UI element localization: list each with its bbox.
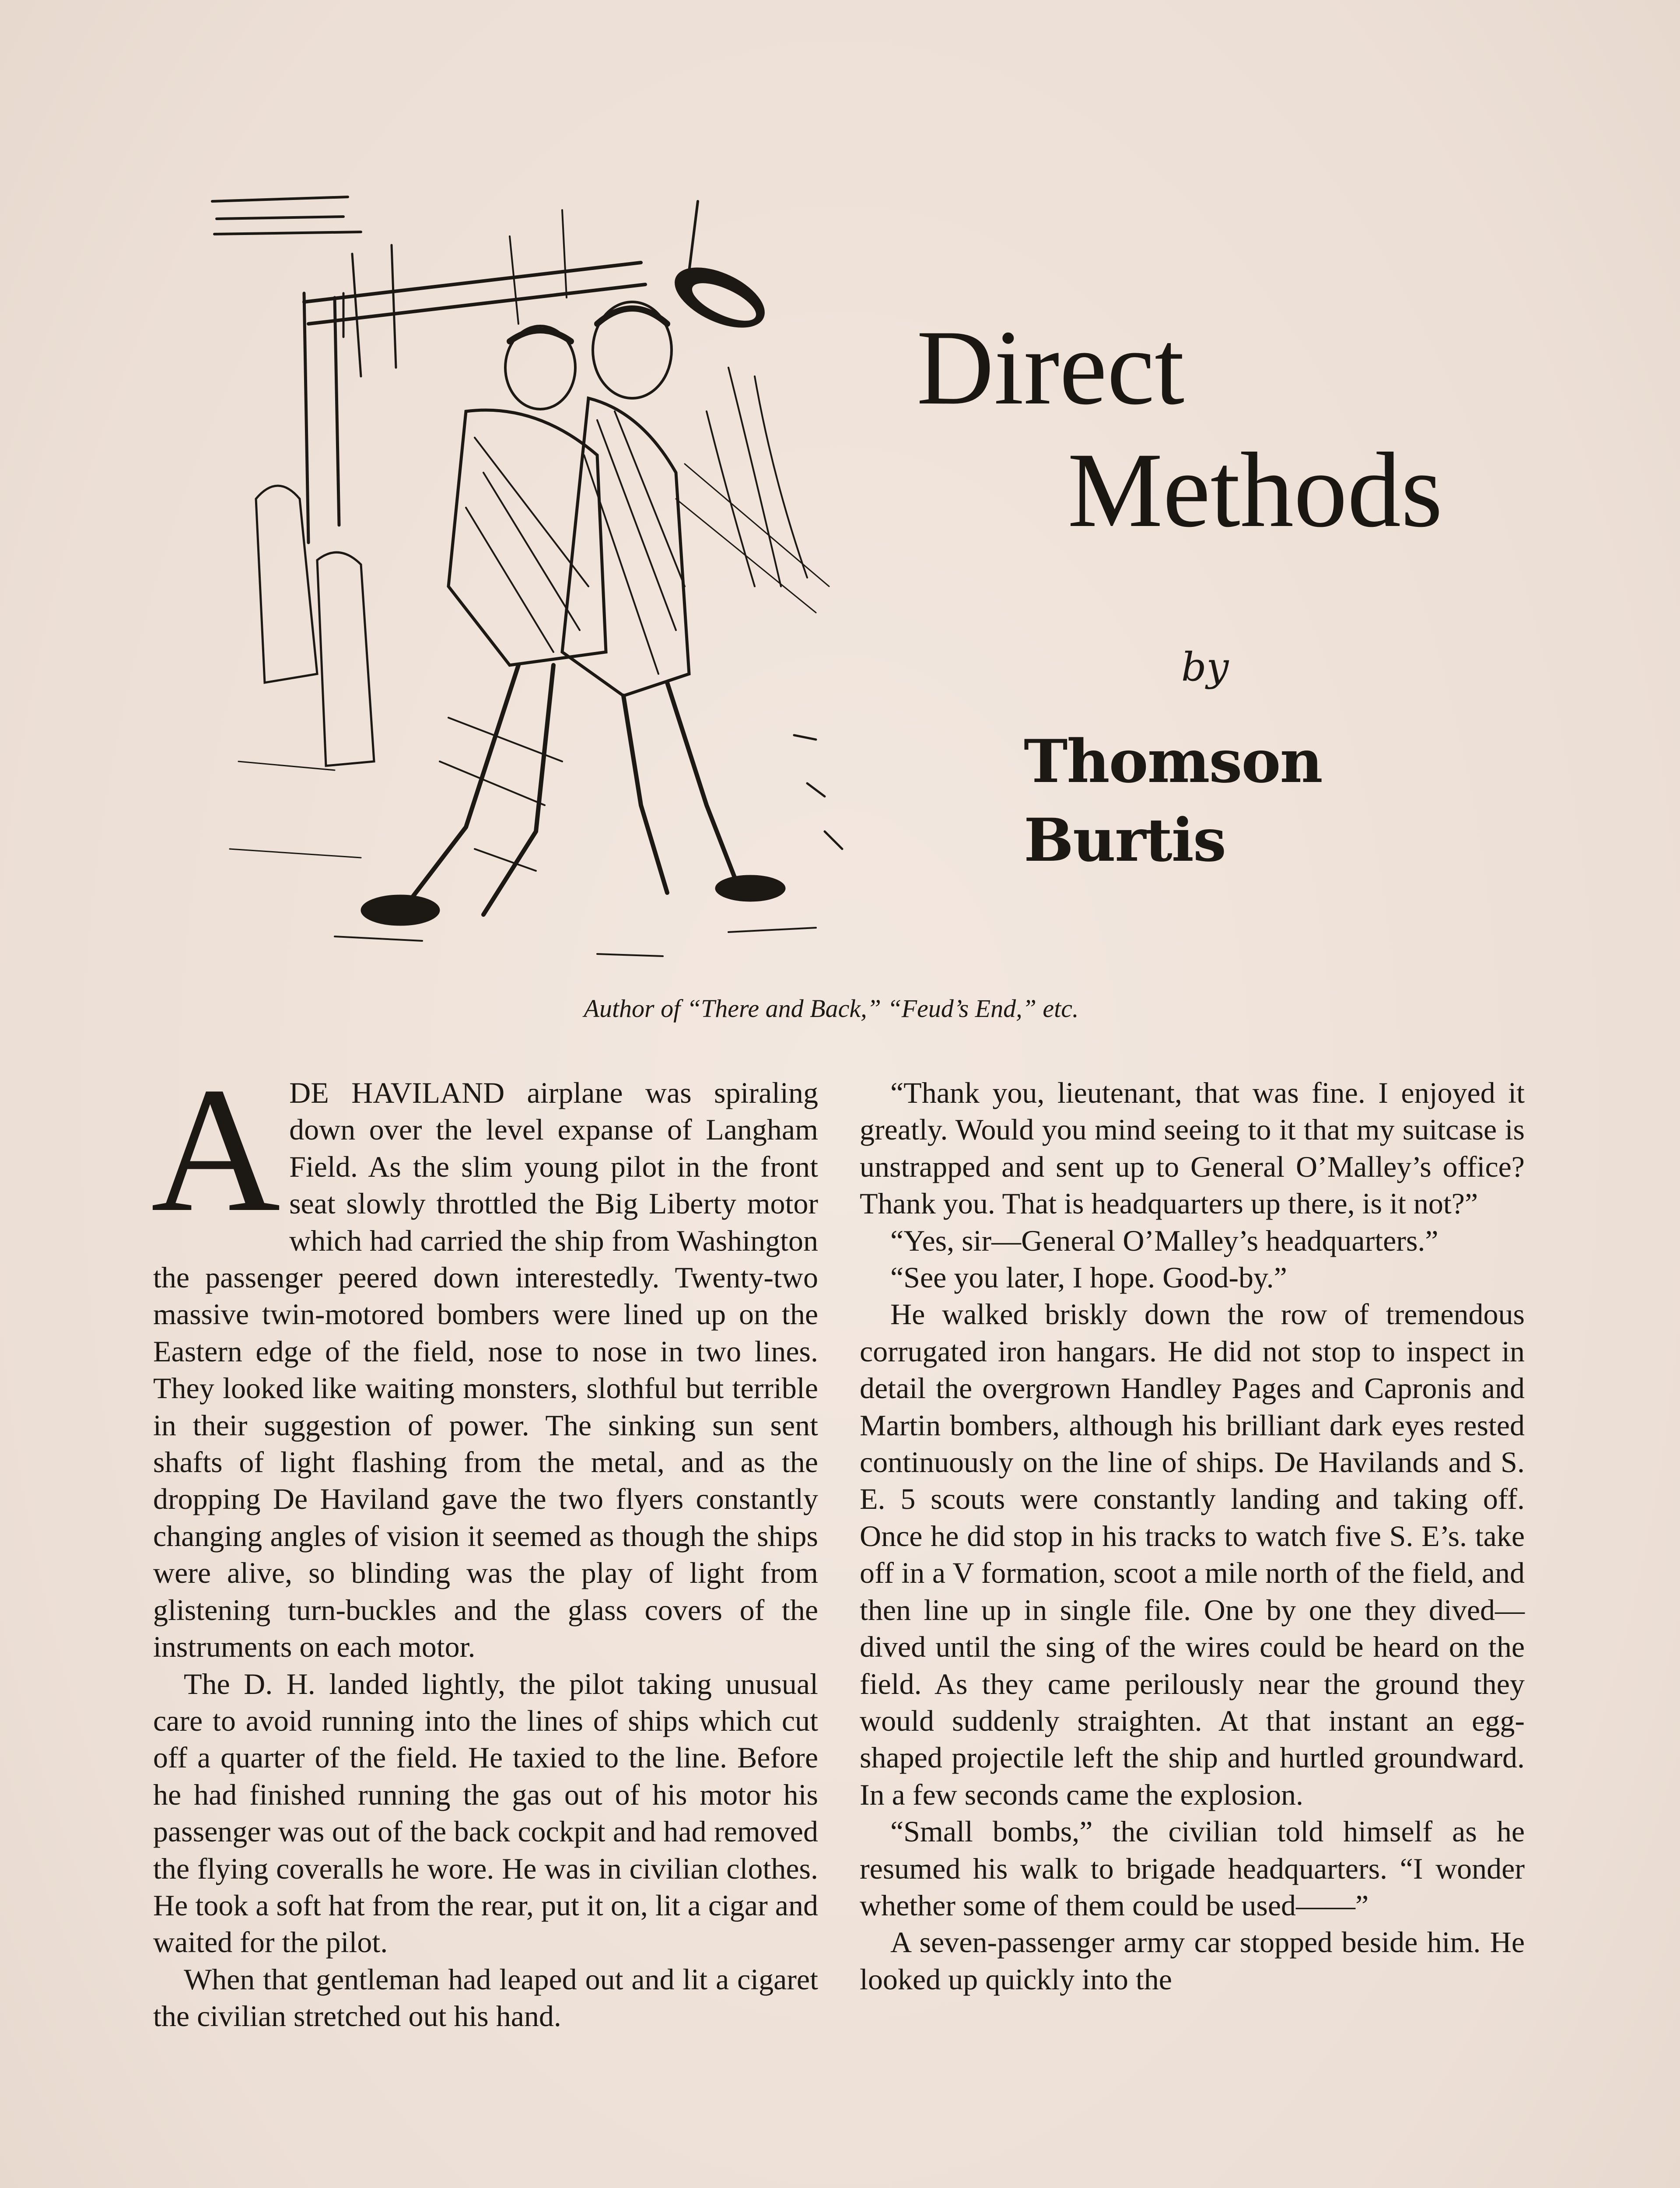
text-column-right [860, 1074, 1525, 2188]
paragraph: “See you later, I hope. Good-by.” [890, 1261, 1287, 1294]
author-credits: Author of “There and Back,” “Feud’s End,” etc. [584, 994, 1079, 1023]
paragraph: “Yes, sir—General O’Malley’s headquarters.” [890, 1224, 1438, 1257]
paragraph: When that gentleman had leaped out and lit a cigaret the civilian stretched out his hand. [153, 1962, 818, 2033]
byline-by: by [1181, 644, 1229, 690]
paragraph: ADE HAVILAND airplane was spiraling down over the level expanse of Langham Field. As the slim young pilot in the front seat slowly throttled the Big Liberty motor which had carried the ship from Washington the passenger peered down interestedly. Twenty-two massive twin-motored bombers were lined up on the Eastern edge of the field, nose to nose in two lines. They looked like waiting monsters, slothful but terrible in their suggestion of power. The sinking sun sent shafts of light flashing from the metal, and as the dropping De Haviland gave the two flyers constantly changing angles of vision it seemed as though the ships were alive, so blinding was the play of light from glistening turn-buckles and the glass covers of the instruments on each motor. [151, 1050, 818, 1664]
paragraph: The D. H. landed lightly, the pilot taking unusual care to avoid running into the lines of ships which cut off a quarter of the field. He taxied to the line. Before he had finished running the gas out of his motor his passenger was out of the back cockpit and had removed the flying coveralls he wore. He was in civilian clothes. He took a soft hat from the rear, put it on, lit a cigar and waited for the pilot. [153, 1667, 818, 1959]
paragraph: “Small bombs,” the civilian told himself as he resumed his walk to brigade headquarters. “I wonder whether some of them could be used——” [860, 1815, 1525, 1922]
paragraph: “Thank you, lieutenant, that was fine. I enjoyed it greatly. Would you mind seeing to it that my suitcase is unstrapped and sent up to General O’Malley’s office? Thank you. That is headquarters up there, is it not?” [860, 1076, 1525, 1220]
story-title-line-2: Methods [1068, 431, 1443, 549]
story-title-line-1: Direct [917, 308, 1185, 427]
story-title [910, 306, 1522, 578]
drop-cap: A [151, 1050, 281, 1249]
paragraph: He walked briskly down the row of tremendous corrugated iron hangars. He did not stop to inspect in detail the overgrown Handley Pages and Capronis and Martin bombers, although his brilliant dark eyes rested continuously on the line of ships. De Havilands and S. E. 5 scouts were constantly landing and taking off. Once he did stop in his tracks to watch five S. E’s. take off in a V formation, scoot a mile north of the field, and then line up in single file. One by one they dived—dived until the sing of the wires could be heard on the field. As they came perilously near the ground they would suddenly straighten. At that instant an egg-shaped projectile left the ship and hurtled groundward. In a few seconds came the explosion. [860, 1297, 1525, 1811]
text-column-left [151, 1050, 818, 2188]
pen-and-ink-illustration-of-two-men-struggling-icon [203, 193, 860, 967]
author-name: Thomson Burtis [1024, 726, 1322, 875]
paragraph: A seven-passenger army car stopped beside him. He looked up quickly into the [860, 1925, 1525, 1996]
